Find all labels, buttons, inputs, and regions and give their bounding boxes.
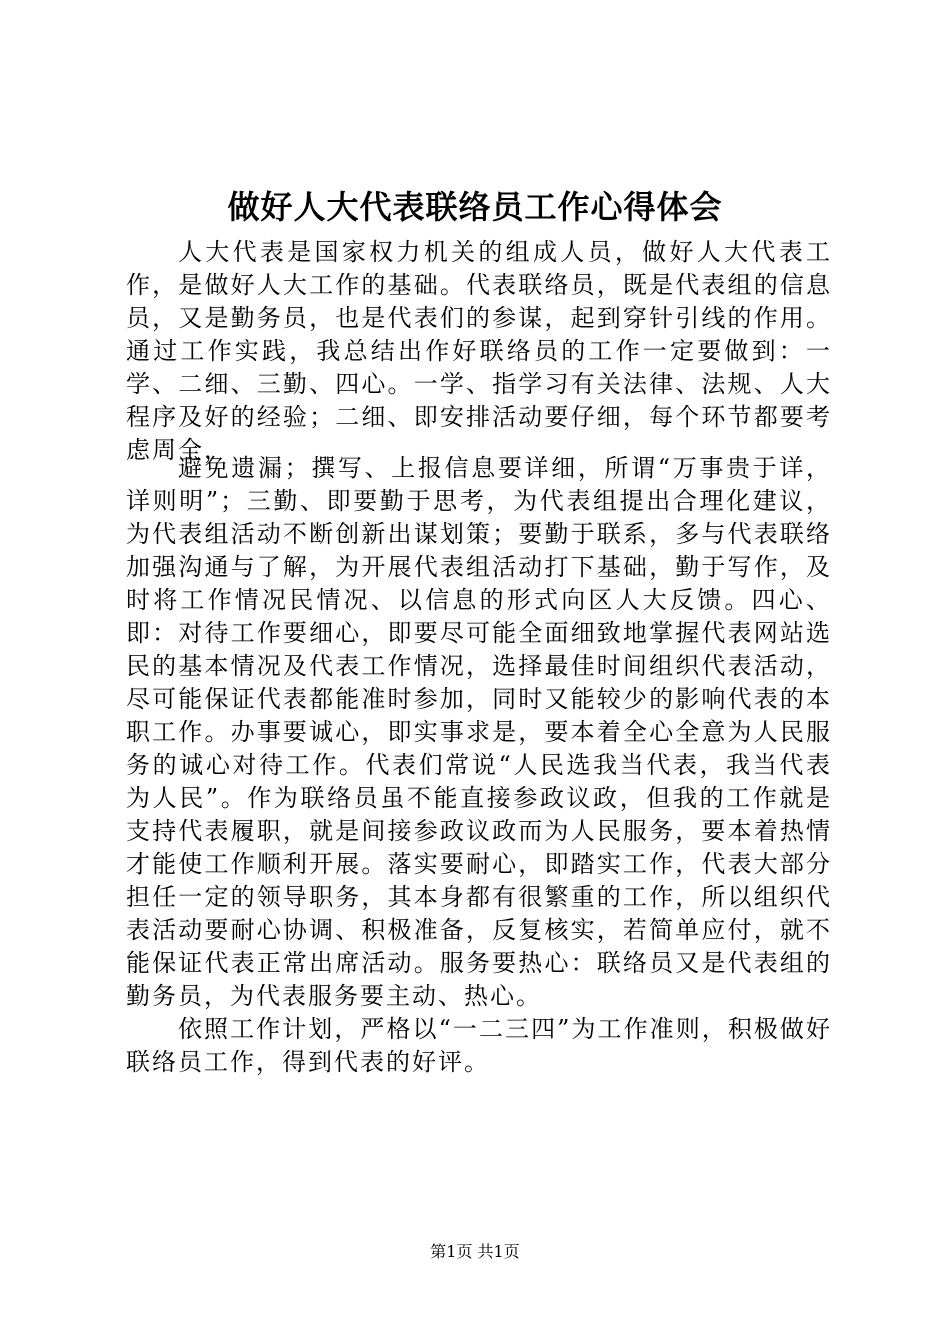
document-title: 做好人大代表联络员工作心得体会 [227,188,723,226]
paragraph-2: 避免遗漏；撰写、上报信息要详细，所谓“万事贵于详，详则明”；三勤、即要勤于思考，为代表组提出合理化建议，为代表组活动不断创新出谋划策；要勤于联系，多与代表联络加强沟通与了解，为开展代表组活动打下基础，勤于写作，及时将工作情况民情况、以信息的形式向区人大反馈。四心、即：对待工作要细心，即要尽可能全面细致地掌握代表网站选民的基本情况及代表工作情况，选择最佳时间组织代表活动，尽可能保证代表都能准时参加，同时又能较少的影响代表的本职工作。办事要诚心，即实事求是，要本着全心全意为人民服务的诚心对待工作。代表们常说“人民选我当代表，我当代表为人民”。作为联络员虽不能直接参政议政，但我的工作就是支持代表履职，就是间接参政议政而为人民服务，要本着热情才能使工作顺利开展。落实要耐心，即踏实工作，代表大部分担任一定的领导职务，其本身都有很繁重的工作，所以组织代表活动要耐心协调、积极准备，反复核实，若简单应付，就不能保证代表正常出席活动。服务要热心：联络员又是代表组的勤务员，为代表服务要主动、热心。 [126,454,832,1010]
paragraph-1: 人大代表是国家权力机关的组成人员，做好人大代表工作，是做好人大工作的基础。代表联络员，既是代表组的信息员，又是勤务员，也是代表们的参谋，起到穿针引线的作用。通过工作实践，我总结出作好联络员的工作一定要做到：一学、二细、三勤、四心。一学、指学习有关法律、法规、人大程序及好的经验；二细、即安排活动要仔细，每个环节都要考虑周全， [126,238,832,464]
paragraph-3: 依照工作计划，严格以“一二三四”为工作准则，积极做好联络员工作，得到代表的好评。 [126,1015,832,1076]
body-block-2 [126,452,832,1079]
page-footer: 第1页 共1页 [430,1242,520,1261]
body-block-1 [126,236,832,467]
